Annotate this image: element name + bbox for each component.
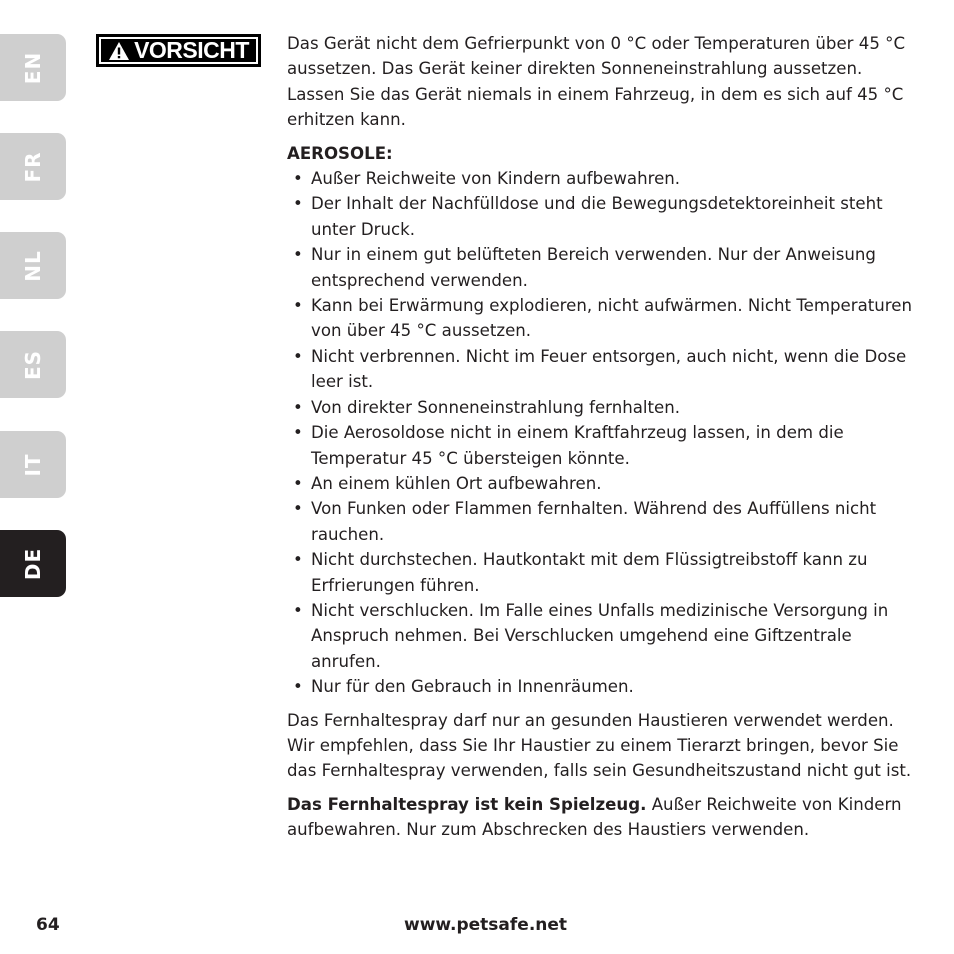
caution-label bbox=[96, 34, 261, 67]
tab-label: FR bbox=[21, 150, 45, 183]
tab-de[interactable] bbox=[0, 530, 66, 597]
main-content bbox=[287, 31, 917, 843]
bullet-item: • Der Inhalt der Nachfülldose und die Bewegungsdetektoreinheit steht unter Druck. bbox=[287, 191, 917, 242]
usage-paragraph: Das Fernhaltespray darf nur an gesunden Haustieren verwendet werden. Wir empfehlen, dass Sie Ihr Haustier zu einem Tierarzt bringen, bevor Sie das Fernhaltespray verwenden, falls sein Gesundheitszustand nicht gut ist. bbox=[287, 710, 912, 781]
bullet-item: • Die Aerosoldose nicht in einem Kraftfahrzeug lassen, in dem die Temperatur 45 °C übersteigen könnte. bbox=[287, 420, 917, 471]
bullet-item: • Nur für den Gebrauch in Innenräumen. bbox=[287, 674, 917, 699]
toy-warning-lead: Das Fernhaltespray ist kein Spielzeug. bbox=[287, 794, 647, 814]
bullet-item: • Nicht verschlucken. Im Falle eines Unfalls medizinische Versorgung in Anspruch nehmen. Bei Verschlucken umgehend eine Giftzentrale anrufen. bbox=[287, 598, 917, 674]
caution-word: VORSICHT bbox=[134, 37, 249, 63]
tab-it[interactable] bbox=[0, 431, 66, 498]
tab-en[interactable] bbox=[0, 34, 66, 101]
tab-label: EN bbox=[21, 51, 45, 84]
bullet-item: • Nicht verbrennen. Nicht im Feuer entsorgen, auch nicht, wenn die Dose leer ist. bbox=[287, 344, 917, 395]
bullet-item: • Nur in einem gut belüfteten Bereich verwenden. Nur der Anweisung entsprechend verwenden. bbox=[287, 242, 917, 293]
bullet-item: • Von direkter Sonneneinstrahlung fernhalten. bbox=[287, 395, 917, 420]
toy-warning-text: Außer Reichweite von Kindern aufbewahren. Nur zum Abschrecken des Haustiers verwenden. bbox=[287, 794, 902, 840]
page-number: 64 bbox=[36, 915, 60, 935]
tab-label: ES bbox=[21, 349, 45, 380]
aerosol-heading: AEROSOLE: bbox=[287, 143, 393, 163]
toy-warning-paragraph bbox=[287, 792, 917, 843]
intro-paragraph: Das Gerät nicht dem Gefrierpunkt von 0 °C oder Temperaturen über 45 °C aussetzen. Das Gerät keiner direkten Sonneneinstrahlung aussetzen. Lassen Sie das Gerät niemals in einem Fahrzeug, in dem es sich auf 45 °C erhitzen kann. bbox=[287, 34, 906, 130]
tab-es[interactable] bbox=[0, 331, 66, 398]
warning-triangle-icon bbox=[108, 41, 130, 61]
bullet-item: • Nicht durchstechen. Hautkontakt mit dem Flüssigtreibstoff kann zu Erfrierungen führen. bbox=[287, 547, 917, 598]
tab-fr[interactable] bbox=[0, 133, 66, 200]
website-url: www.petsafe.net bbox=[404, 915, 568, 935]
bullet-item: • Kann bei Erwärmung explodieren, nicht aufwärmen. Nicht Temperaturen von über 45 °C aussetzen. bbox=[287, 293, 917, 344]
tab-nl[interactable] bbox=[0, 232, 66, 299]
tab-label: NL bbox=[21, 249, 45, 282]
aerosol-bullet-list bbox=[287, 166, 917, 700]
bullet-item: • Von Funken oder Flammen fernhalten. Während des Auffüllens nicht rauchen. bbox=[287, 496, 917, 547]
bullet-item: • Außer Reichweite von Kindern aufbewahren. bbox=[287, 166, 917, 191]
tab-label: DE bbox=[21, 547, 45, 580]
tab-label: IT bbox=[21, 452, 45, 477]
bullet-item: • An einem kühlen Ort aufbewahren. bbox=[287, 471, 917, 496]
